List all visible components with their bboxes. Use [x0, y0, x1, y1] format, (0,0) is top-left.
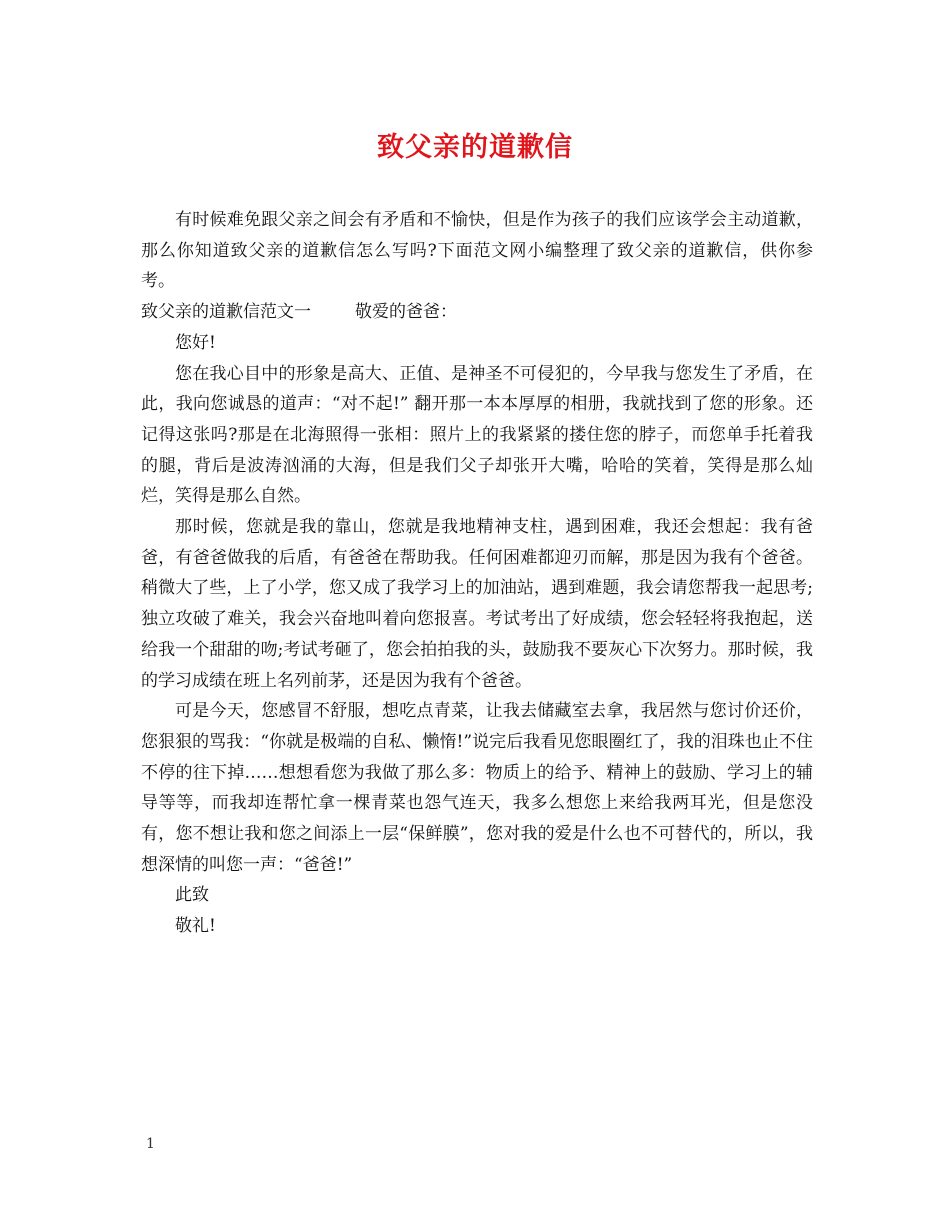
sample-heading-line [141, 297, 813, 328]
intro-paragraph: 有时候难免跟父亲之间会有矛盾和不愉快，但是作为孩子的我们应该学会主动道歉，那么你知道致父亲的道歉信怎么写吗?下面范文网小编整理了致父亲的道歉信，供你参考。 [141, 210, 813, 292]
page-number: 1 [146, 1136, 155, 1152]
body-paragraph-1: 您在我心目中的形象是高大、正值、是神圣不可侵犯的，今早我与您发生了矛盾，在此，我向您诚恳的道声：“对不起!” 翻开那一本本厚厚的相册，我就找到了您的形象。还记得这张吗?那是在北海照得一张相：照片上的我紧紧的搂住您的脖子，而您单手托着我的腿，背后是波涛汹涌的大海，但是我们父子却张开大嘴，哈哈的笑着，笑得是那么灿烂，笑得是那么自然。 [141, 363, 813, 507]
document-body [141, 205, 813, 942]
document-title: 致父亲的道歉信 [377, 132, 573, 163]
body-paragraph-2: 那时候，您就是我的靠山，您就是我地精神支柱，遇到困难，我还会想起：我有爸爸，有爸爸做我的后盾，有爸爸在帮助我。任何困难都迎刃而解，那是因为我有个爸爸。稍微大了些，上了小学，您又成了我学习上的加油站，遇到难题，我会请您帮我一起思考;独立攻破了难关，我会兴奋地叫着向您报喜。考试考出了好成绩，您会轻轻将我抱起，送给我一个甜甜的吻;考试考砸了，您会拍拍我的头，鼓励我不要灰心下次努力。那时候，我的学习成绩在班上名列前茅，还是因为我有个爸爸。 [141, 517, 813, 691]
closing-line-2: 敬礼! [175, 916, 216, 937]
greeting: 您好! [175, 332, 216, 353]
body-paragraph-3: 可是今天，您感冒不舒服，想吃点青菜，让我去储藏室去拿，我居然与您讨价还价，您狠狠的骂我：“你就是极端的自私、懒惰!”说完后我看见您眼圈红了，我的泪珠也止不住不停的往下掉……想想看您为我做了那么多：物质上的给予、精神上的鼓励、学习上的辅导等等，而我却连帮忙拿一棵青菜也怨气连天，我多么想您上来给我两耳光，但是您没有，您不想让我和您之间添上一层“保鲜膜”，您对我的爱是什么也不可替代的，所以，我想深情的叫您一声：“爸爸!” [141, 701, 813, 875]
sample-heading: 致父亲的道歉信范文一 [141, 302, 311, 323]
salutation: 敬爱的爸爸： [355, 302, 457, 323]
closing-line-1: 此致 [175, 885, 209, 906]
